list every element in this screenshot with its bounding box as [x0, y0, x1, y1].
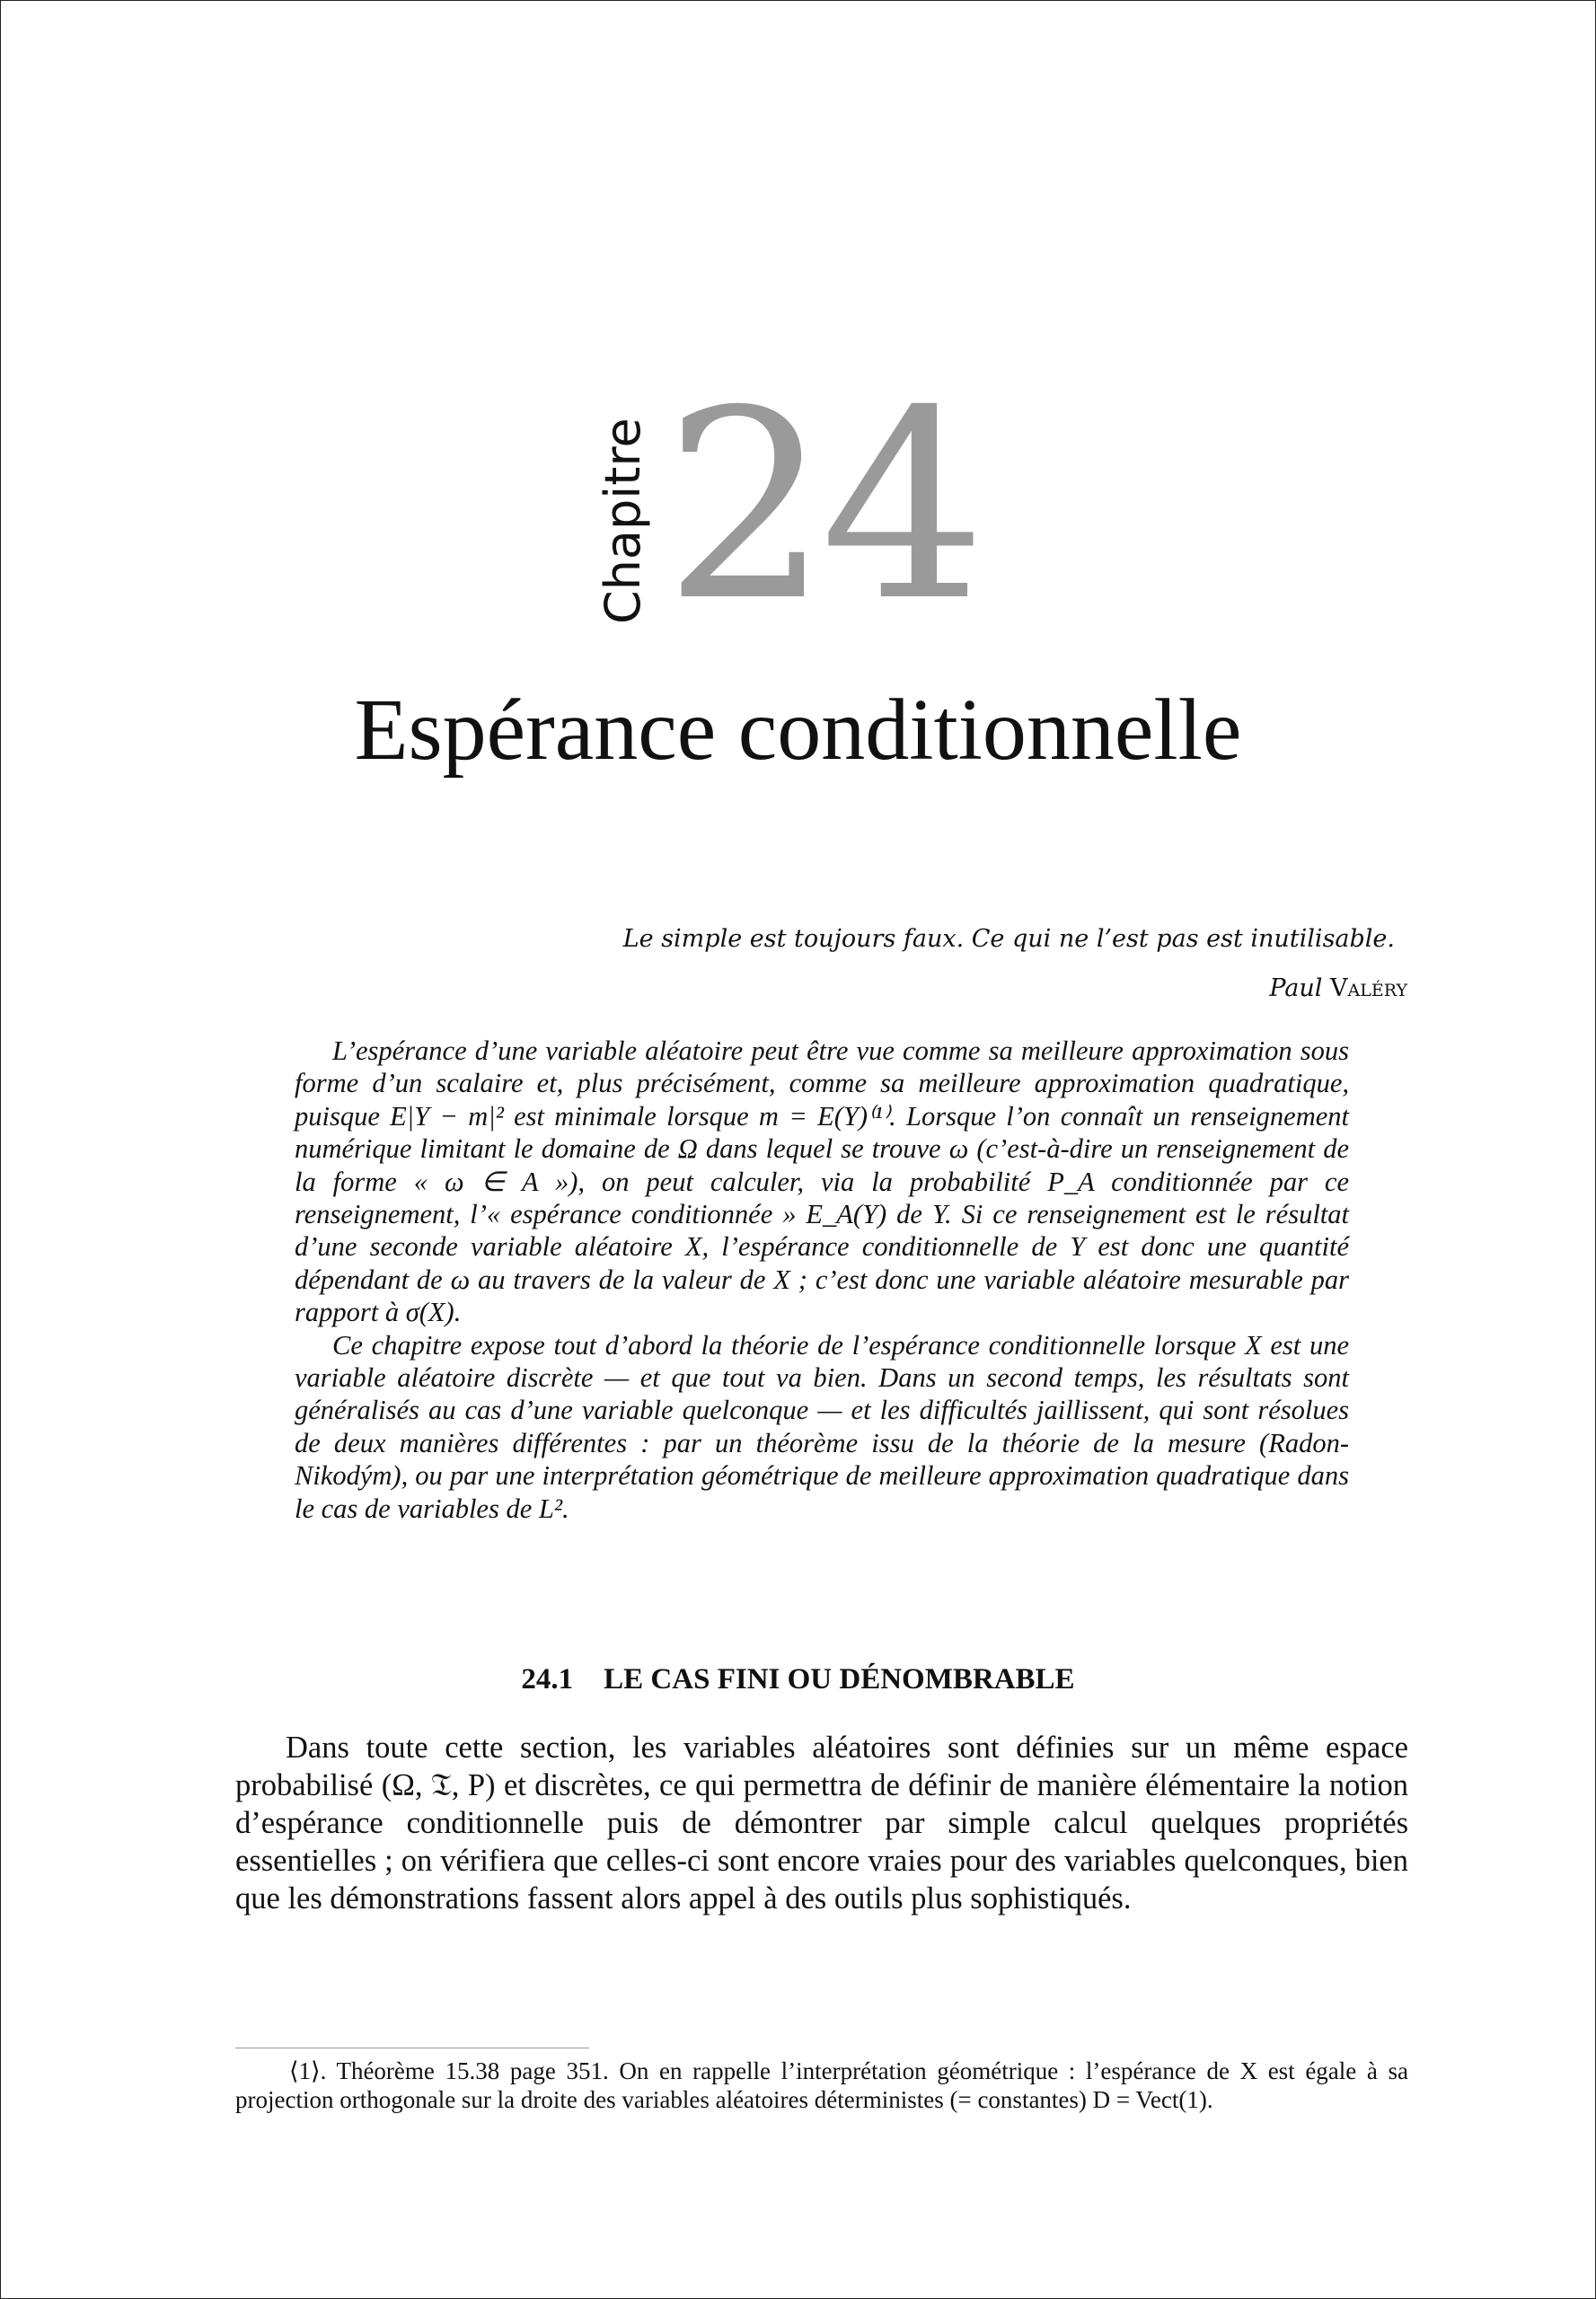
- author-last-name: Valéry: [1330, 974, 1407, 1002]
- epigraph-author: [1269, 974, 1407, 1002]
- chapter-heading: [588, 356, 978, 658]
- section-heading: [0, 1663, 1596, 1696]
- section-title: LE CAS FINI OU DÉNOMBRABLE: [604, 1663, 1075, 1696]
- intro-paragraph-1: L’espérance d’une variable aléatoire peut être vue comme sa meilleure approximation sous forme d’un scalaire et, plus précisément, comme sa meilleure approximation quadratique, puisque E|Y − m|² est minimale lorsque m = E(Y)⁽¹⁾. Lorsque l’on connaît un renseignement numérique limitant le domaine de Ω dans lequel se trouve ω (c’est-à-dire un renseignement de la forme « ω ∈ A »), on peut calculer, via la probabilité P_A conditionnée par ce renseignement, l’« espérance conditionnée » E_A(Y) de Y. Si ce renseignement est le résultat d’une seconde variable aléatoire X, l’espérance conditionnelle de Y est donc une quantité dépendant de ω au travers de la valeur de X ; c’est donc une variable aléatoire mesurable par rapport à σ(X).: [295, 1035, 1349, 1328]
- footnote: [235, 2057, 1408, 2114]
- chapter-introduction: [295, 1035, 1349, 1525]
- section-number: 24.1: [521, 1663, 574, 1696]
- section-paragraph: Dans toute cette section, les variables aléatoires sont définies sur un même espace probabilisé (Ω, 𝔗, P) et discrètes, ce qui permettra de définir de manière élémentaire la notion d’espérance conditionnelle puis de démontrer par simple calcul quelques propriétés essentielles ; on vérifiera que celles-ci sont encore vraies pour des variables quelconques, bien que les démonstrations fassent alors appel à des outils plus sophistiqués.: [235, 1731, 1408, 1916]
- epigraph-quote: Le simple est toujours faux. Ce qui ne l’est pas est inutilisable.: [622, 925, 1395, 953]
- chapter-number: 24: [664, 356, 978, 658]
- author-first-name: Paul: [1269, 974, 1323, 1002]
- section-body: [235, 1729, 1408, 1917]
- footnote-text: ⟨1⟩. Théorème 15.38 page 351. On en rappelle l’interprétation géométrique : l’espérance de X est égale à sa projection orthogonale sur la droite des variables aléatoires déterministes (= constantes) D = Vect(1).: [235, 2057, 1408, 2113]
- intro-paragraph-2: Ce chapitre expose tout d’abord la théorie de l’espérance conditionnelle lorsque X est une variable aléatoire discrète — et que tout va bien. Dans un second temps, les résultats sont généralisés au cas d’une variable quelconque — et les difficultés jaillissent, qui sont résolues de deux manières différentes : par un théorème issu de la théorie de la mesure (Radon-Nikodým), ou par une interprétation géométrique de meilleure approximation quadratique dans le cas de variables de L².: [295, 1329, 1349, 1524]
- chapter-title: Espérance conditionnelle: [354, 682, 1242, 779]
- chapter-label: Chapitre: [595, 418, 651, 624]
